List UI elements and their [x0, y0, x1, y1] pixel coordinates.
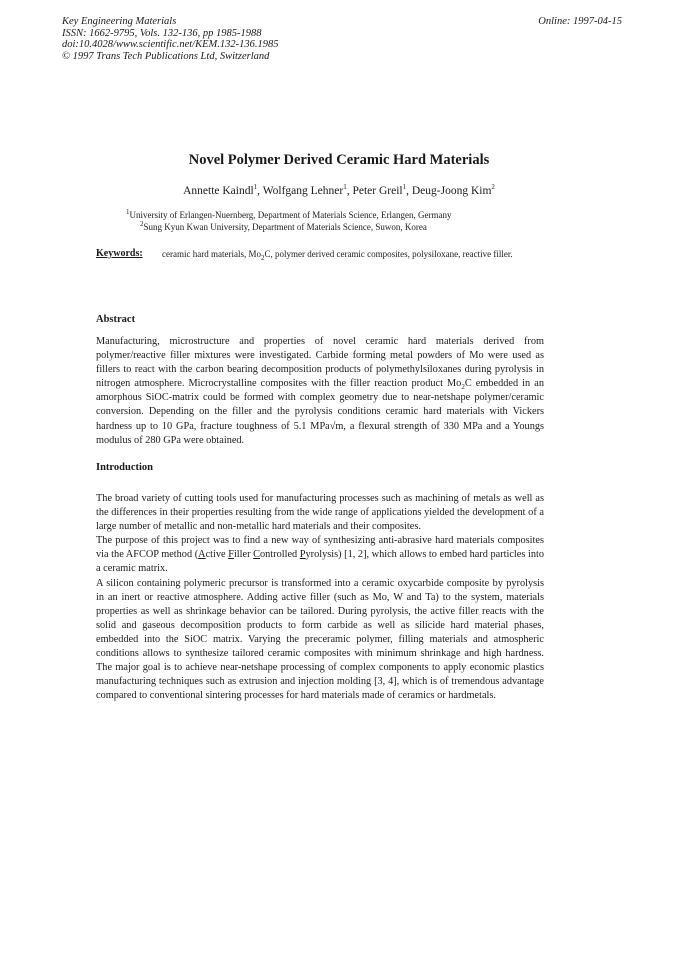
subscript: 2 — [461, 383, 465, 392]
author-list: Annette Kaindl$^1$, Wolfgang Lehner$^1$, Peter Greil$^1$, Deug-Joong Kim$^2$ — [183, 183, 495, 197]
keywords-label: Keywords: — [96, 248, 143, 259]
author-affiliation-mark: 2 — [491, 183, 495, 192]
affiliation-1 — [126, 210, 451, 220]
intro-text: yrolysis) [1, 2], which allows to embed hard particles into a ceramic matrix. — [96, 549, 544, 575]
affiliation-text: University of Erlangen-Nuernberg, Department of Materials Science, Erlangen, Germany — [129, 210, 452, 220]
abstract-text: Manufacturing, microstructure and properties of novel ceramic hard materials derived from polymer/reactive filler mixtures were investigated. Carbide forming metal powders of Mo were used as fillers to react with the carbon bearing decomposition products of polymethylsiloxanes during pyrolysis in nitrogen atmosphere. Microcrystalline composites with the filler reaction product Mo — [96, 336, 544, 390]
author-affiliation-mark: 1 — [343, 183, 347, 192]
doi-line: doi:10.4028/www.scientific.net/KEM.132-136.1985 — [62, 39, 279, 50]
author-affiliation-mark: 1 — [402, 183, 407, 192]
affiliation-text: Sung Kyun Kwan University, Department of Materials Science, Suwon, Korea — [143, 221, 427, 232]
copyright-line: © 1997 Trans Tech Publications Ltd, Switzerland — [62, 50, 270, 62]
author-name: Deug-Joong Kim — [411, 185, 492, 197]
affiliation-2 — [126, 219, 586, 234]
journal-name: Key Engineering Materials — [62, 16, 177, 27]
author-affiliation-mark: 1 — [253, 183, 258, 192]
intro-text: iller — [233, 549, 254, 561]
intro-paragraph: The broad variety of cutting tools used for manufacturing processes such as machining of metals as well as the differences in their properties resulting from the wide range of applications yielded the development of a large number of metallic and non-metallic hard materials and their composites. — [96, 493, 544, 533]
intro-paragraph — [96, 534, 544, 576]
intro-paragraph: A silicon containing polymeric precursor is transformed into a ceramic oxycarbide composite by pyrolysis in an inert or reactive atmosphere. Adding active filler (such as Mo, W and Ta) to the system, materials properties as well as shrinkage behavior can be tailored. During pyrolysis, the active filler reacts with the solid and gaseous decomposition products to form carbide as well as silicide hard material phases, embedded into the SiOC matrix. Varying the preceramic polymer, filling materials and atmospheric conditions allows to synthesize tailored ceramic composites with minimum shrinkage and high hardness. The major goal is to achieve near-netshape processing of complex components to apply economic plastics manufacturing techniques such as extrusion and injection molding [3, 4], which is of tremendous advantage compared to conventional sintering processes for hard materials made of ceramics or hardmetals. — [96, 577, 544, 702]
issn-line: ISSN: 1662-9795, Vols. 132-136, pp 1985-1988 — [62, 27, 262, 39]
introduction-heading: Introduction — [96, 462, 153, 473]
intro-text: ontrolled — [260, 549, 300, 561]
keywords-text-part: C, polymer derived ceramic composites, polysiloxane, reactive filler. — [264, 249, 513, 259]
acronym-letter: F — [228, 549, 234, 561]
intro-text: ctive — [205, 549, 229, 561]
keywords-text — [162, 248, 518, 260]
online-date: Online: 1997-04-15 — [538, 16, 622, 27]
author-name: Annette Kaindl — [183, 185, 254, 197]
acronym-letter: C — [253, 549, 260, 561]
abstract-heading: Abstract — [96, 314, 136, 325]
affiliations — [126, 210, 586, 233]
acronym-letter: A — [198, 549, 206, 561]
journal-header — [62, 16, 622, 62]
keywords-text-part: ceramic hard materials, Mo — [162, 249, 261, 259]
abstract-text: C embedded in an amorphous SiOC-matrix could be formed with complex geometry due to near-netshape polymer/ceramic conversion. Depending on the filler and the pyrolysis conditions ceramic hard materials with Vickers hardness up to 10 GPa, fracture toughness of 5.1 MPa√m, a flexural strength of 330 MPa and a Youngs modulus of 280 GPa were obtained. — [96, 378, 544, 446]
intro-text: The purpose of this project was to find a new way of synthesizing anti-abrasive hard materials composites via the AFCOP method ( — [96, 535, 544, 561]
affiliation-mark: 2 — [140, 219, 144, 228]
affiliation-mark: 1 — [126, 208, 130, 216]
introduction-body — [96, 492, 544, 703]
author-name: Wolfgang Lehner — [262, 185, 344, 197]
author-name: Peter Greil — [352, 185, 403, 197]
acronym-letter: P — [299, 549, 306, 561]
abstract-body — [96, 335, 544, 448]
subscript: 2 — [260, 253, 265, 262]
paper-title: Novel Polymer Derived Ceramic Hard Materials — [188, 152, 490, 168]
